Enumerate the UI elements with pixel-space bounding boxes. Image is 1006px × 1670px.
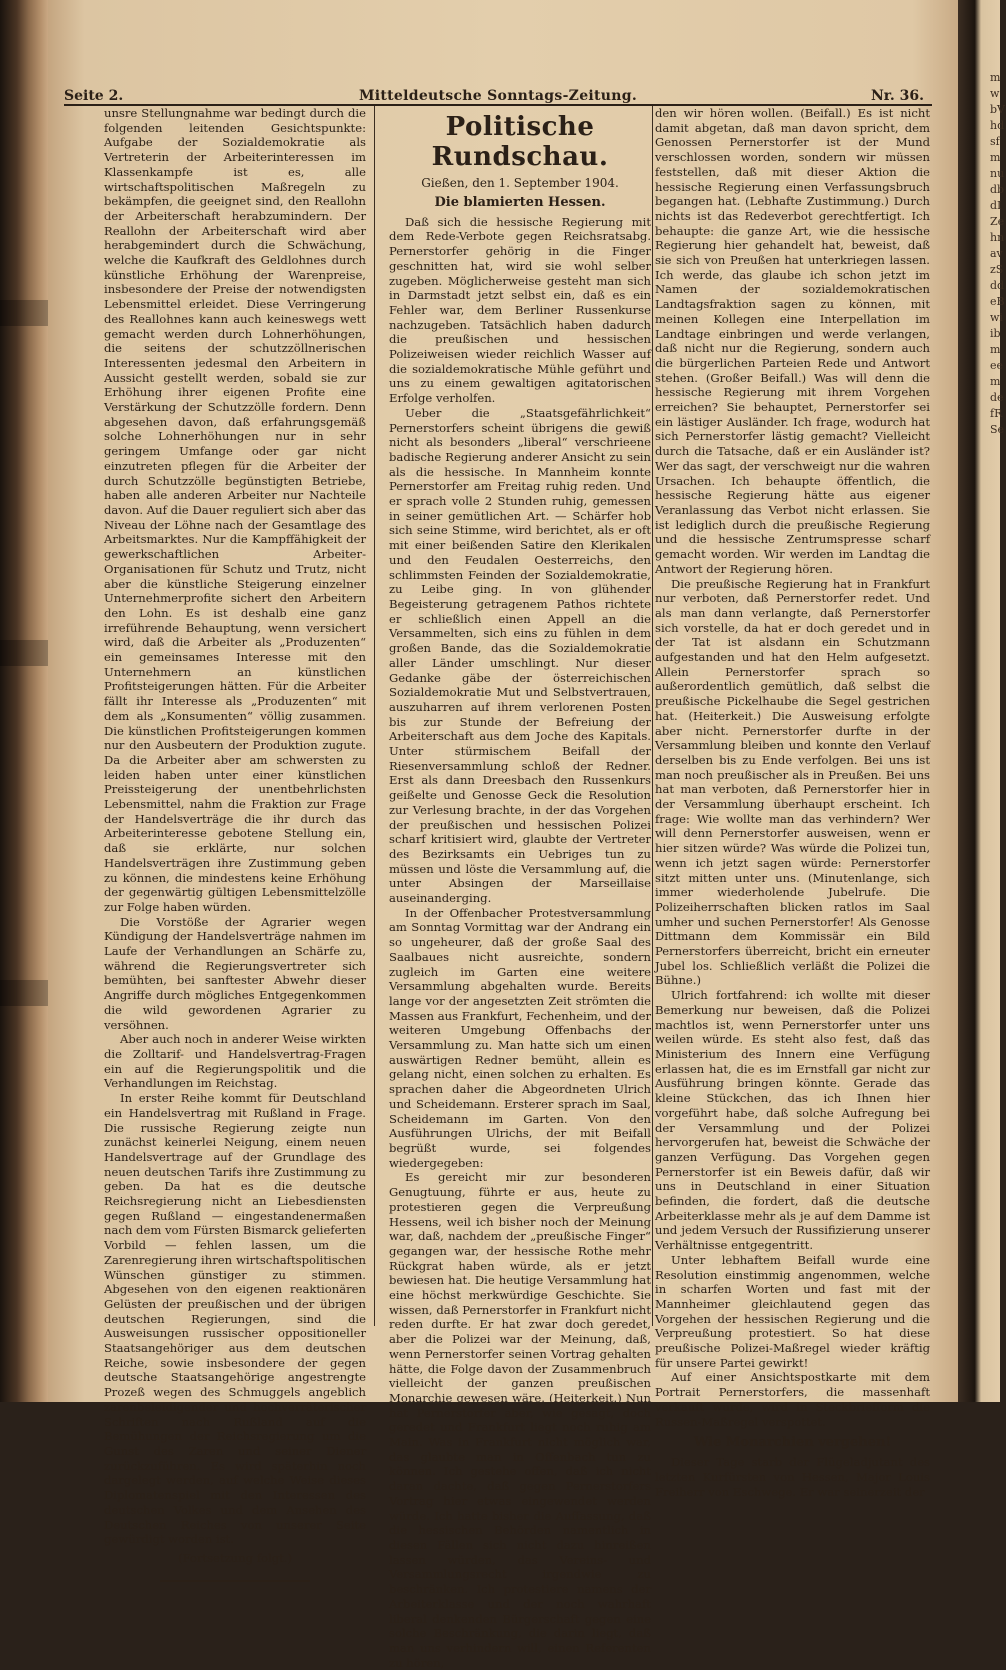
end-rule bbox=[160, 1580, 310, 1582]
paragraph: In erster Reihe kommt für Deutschland ein Handelsvertrag mit Rußland in Frage. Die russische Regierung zeigte nun zunächst keinerlei Neigung, einem neuen Handelsvertrage auf der Grundlage des neuen deutschen Tarifs ihre Zustimmung zu geben. Da hat es die deutsche Reichsregierung nicht an Liebesdiensten gegen Rußland — eingestandenermaßen nach dem vom Fürsten Bismarck gelieferten Vorbild — fehlen lassen, um die Zarenregierung ihren wirtschaftspolitischen Wünschen günstiger zu stimmen. Abgesehen von den eigenen reaktionären Gelüsten der preußischen und der übrigen deutschen Regierungen, sind die Ausweisungen russischer oppositioneller Staatsangehöriger aus dem deutschen Reiche, sowie insbesondere der gegen deutsche Staatsangehörige angestrengte Prozeß wegen des Schmuggels angeblich zarenbeleidigender und hochverräterischer Schriften nach Rußland auf die Bemühungen der Reichsregierung um die Gunst des Zaren und seiner Diener zurückzuführen. Es wird späterhin noch dargelegt werden, auf welche Weise dieses Diplomatenspiel mit den Interessen des deutschen Volkes und dem Ansehen des Deutschen Reiches von unserer Seite gewürdigt worden ist. bbox=[104, 1091, 366, 1547]
paragraph: Unter lebhaftem Beifall wurde eine Resolution einstimmig angenommen, welche in scharfen Worten und fast mit der Mannheimer gleichlautend gegen das Vorgehen der hessischen Regierung und die Verpreußung protestiert. So hat diese preußische Polizei-Maßregel wieder kräftig für unsere Partei gewirkt! bbox=[655, 1252, 930, 1370]
paragraph: Die preußische Regierung hat in Frankfurt nur verboten, daß Pernerstorfer redet. Und als man dann verlangte, daß Pernerstorfer sich vorstelle, da hat er doch geredet und in der Tat ist alsdann ein Schutzmann aufgestanden und hat den Helm aufgesetzt. Allein Pernerstorfer sprach so außerordentlich gemütlich, daß selbst die preußische Pickelhaube die Segel gestrichen hat. (Heiterkeit.) Die Ausweisung erfolgte aber nicht. Pernerstorfer durfte in der Versammlung bleiben und konnte den Verlauf derselben bis zu Ende verfolgen. Bei uns ist man noch preußischer als in Preußen. Bei uns hat man verboten, daß Pernerstorfer hier in der Versammlung überhaupt erscheint. Ich frage: Wie wollte man das verhindern? Wer will denn Pernerstorfer ausweisen, wenn er hier sitzen würde? Was würde die Polizei tun, wenn ich jetzt sagen würde: Pernerstorfer sitzt mitten unter uns. (Minutenlange, sich immer wiederholende Jubelrufe. Die Polizeiherrschaften blicken ratlos im Saal umher und suchen Pernerstorfer! Als Genosse Dittmann dem Kommissär ein Bild Pernerstorfers überreicht, bricht ein erneuter Jubel los. Schließlich verläßt die Polizei die Bühne.) bbox=[655, 576, 930, 988]
paragraph: den wir hören wollen. (Beifall.) Es ist nicht damit abgetan, daß man davon spricht, dem Genossen Pernerstorfer ist der Mund verschlossen worden, sondern wir müssen feststellen, daß mit dieser Aktion die hessische Regierung einen Verfassungsbruch begangen hat. (Lebhafte Zustimmung.) Durch nichts ist das Redeverbot gerechtfertigt. Ich behaupte: die ganze Art, wie die hessische Regierung hier gehandelt hat, beweist, daß sie sich von Preußen hat unterkriegen lassen. Ich werde, das glaube ich schon jetzt im Namen der sozialdemokratischen Landtagsfraktion sagen zu können, mit meinen Kollegen eine Interpellation im Landtage einbringen und werde verlangen, daß nicht nur die Regierung, sondern auch die bürgerlichen Parteien Rede und Antwort stehen. (Großer Beifall.) Was will denn die hessische Regierung mit ihrem Vorgehen erreichen? Sie behauptet, Pernerstorfer sei ein lästiger Ausländer. Ich frage, wodurch hat sich Pernerstorfer lästig gemacht? Vielleicht durch die Tatsache, daß er ein Ausländer ist? Wer das sagt, der verschweigt nur die wahren Ursachen. Ich behaupte öffentlich, die hessische Regierung hätte aus eigener Veranlassung das Verbot nicht erlassen. Sie ist lediglich durch die preußische Regierung und die hessische Zentrumspresse scharf gemacht worden. Wir werden im Landtag die Antwort der Regierung hören. bbox=[655, 106, 930, 576]
paragraph: In der Offenbacher Protestversammlung am Sonntag Vormittag war der Andrang ein so ungeheurer, daß der große Saal des Saalbaues nicht ausreichte, sondern zugleich im Garten eine weitere Versammlung abgehalten wurde. Bereits lange vor der angesetzten Zeit strömten die Massen aus Frankfurt, Fechenheim, und der weiteren Umgebung Offenbachs der Versammlung zu. Man hatte sich um einen auswärtigen Redner bemüht, allein es gelang nicht, einen solchen zu erhalten. Es sprachen daher die Abgeordneten Ulrich und Scheidemann. Ersterer sprach im Saal, Scheidemann im Garten. Von den Ausführungen Ulrichs, der mit Beifall begrüßt wurde, sei folgendes wiedergegeben: bbox=[389, 905, 651, 1170]
paragraph: Ueber die „Staatsgefährlichkeit“ Pernerstorfers scheint übrigens die gewiß nicht als besonders „liberal“ verschrieene badische Regierung anderer Ansicht zu sein als die hessische. In Mannheim konnte Pernerstorfer am Freitag ruhig reden. Und er sprach volle 2 Stunden ruhig, gemessen in seiner gemütlichen Art. — Schärfer hob sich seine Stimme, wird berichtet, als er oft mit einer beißenden Satire den Klerikalen und den Feudalen Oesterreichs, den schlimmsten Feinden der Sozialdemokratie, zu Leibe ging. In von glühender Begeisterung getragenem Pathos richtete er schließlich einen Appell an die Versammelten, sich eins zu fühlen in dem großen Bande, das die Sozialdemokratie aller Länder umschlingt. Nur dieser Gedanke gäbe der österreichischen Sozialdemokratie Mut und Selbstvertrauen, auszuharren auf ihrem verlorenen Posten bis zur Stunde der Befreiung der Arbeiterschaft aus dem Joche des Kapitals. Unter stürmischem Beifall der Riesenversammlung schloß der Redner. Erst als dann Dreesbach den Russenkurs geißelte und Genosse Geck die Resolution zur Verlesung brachte, in der das Vorgehen der preußischen und hessischen Polizei scharf kritisiert wird, glaubte der Vertreter des Bezirksamts ein Uebriges tun zu müssen und löste die Versammlung auf, die unter Absingen der Marseillaise auseinanderging. bbox=[389, 405, 651, 906]
newspaper-title: Mitteldeutsche Sonntags-Zeitung. bbox=[358, 88, 638, 104]
dateline: Gießen, den 1. September 1904. bbox=[421, 176, 619, 190]
paragraph: Aber auch noch in anderer Weise wirkten die Zolltarif- und Handelsvertrag-Fragen ein auf die Regierungspolitik und die Verhandlungen im Reichstag. bbox=[104, 1032, 366, 1091]
continuation-note: (Fortsetzung folgt.) bbox=[177, 1550, 292, 1565]
paragraph: Ulrich fortfahrend: ich wollte mit dieser Bemerkung nur beweisen, daß die Polizei machtlos ist, wenn Pernerstorfer unter uns weilen würde. Es steht also fest, daß das Ministerium des Innern eine Verfügung erlassen hat, die es im Ernstfall gar nicht zur Ausführung bringen könnte. Gerade das kleine Stückchen, das ich Ihnen hier vorgeführt habe, daß solche Aufregung bei der Versammlung und der Polizei hervorgerufen hat, beweist die Schwäche der ganzen Verfügung. Das Vorgehen gegen Pernerstorfer ist ein Beweis dafür, daß wir uns in Deutschland in einer Situation befinden, die fordert, daß die deutsche Arbeiterklasse mehr als je auf dem Damme ist und jedem Versuch der Russifizierung unserer Verhältnisse entgegentritt. bbox=[655, 988, 930, 1253]
page-number: Seite 2. bbox=[64, 88, 124, 104]
book-binding bbox=[0, 0, 48, 1402]
paragraph: Daß sich die hessische Regierung mit dem Rede-Verbote gegen Reichsratsabg. Pernerstorfer gehörig in die Finger geschnitten hat, wird sie wohl selber zugeben. Möglicherweise gesteht man sich in Darmstadt jetzt selbst ein, daß es ein Fehler war, dem Berliner Russenkurse nachzugeben. Tatsächlich haben dadurch die preußischen und hessischen Polizeiweisen wieder reichlich Wasser auf die sozialdemokratische Mühle geführt und uns zu einem gewaltigen agitatorischen Erfolge verholfen. bbox=[389, 214, 651, 406]
paragraph: Es gereicht mir zur besonderen Genugtuung, führte er aus, heute zu protestieren gegen die Verpreußung Hessens, weil ich bisher noch der Meinung war, daß, nachdem der „preußische Finger“ gegangen war, der hessische Rothe mehr Rückgrat haben würde, als er jetzt bewiesen hat. Die heutige Versammlung hat eine höchst merkwürdige Geschichte. Sie wissen, daß Pernerstorfer in Frankfurt nicht reden durfte. Er hat zwar doch geredet, aber die Polizei war der Meinung, daß, wenn Pernerstorfer seinen Vortrag gehalten hätte, die Folge davon der Zusammenbruch vielleicht der ganzen preußischen Monarchie gewesen wäre. (Heiterkeit.) Nun hat Pernerstorfer aber, wie gesagt, doch geredet und Frankfurt liegt noch ruhig am Main. Was in Frankfurt nicht möglich war, das glaubte man in Offenbach tun zu können. Ich gestehe offen, daß ich nicht daran dachte, daß gegen Pernerstorfers Vortrag hier etwas eingewendet werden würde. Ich hatte bisher die Auffassung, daß die hessischen Behörden namentlich in diesen Fällen sich nicht dazu hinreißen lassen würden, das Vereins- und Versammlungsrecht irgendwie zu beschränken. Ich protestiere namens der Arbeiterklasse und der noch wahrhaft liberal denkenden Bürgerschaft gegen eine solche Beschränkung, die darin liegt, daß man uns verhindern will, einen Referenten zu hören, bbox=[389, 1170, 651, 1670]
column-3 bbox=[655, 106, 930, 1499]
section-title: Politische Rundschau. bbox=[431, 112, 609, 172]
article-headline: Die blamierten Hessen. bbox=[434, 194, 606, 210]
column-1 bbox=[104, 106, 366, 1565]
column-rule-1 bbox=[374, 106, 375, 1326]
issue-number: Nr. 36. bbox=[871, 88, 924, 104]
paragraph: unsre Stellungnahme war bedingt durch die folgenden leitenden Gesichtspunkte: Aufgabe der Sozialdemokratie als Vertreterin der Arbeiterinteressen im Klassenkampfe ist es, alle wirtschaftspolitischen Maßregeln zu bekämpfen, die geeignet sind, den Reallohn der Arbeiterschaft herabzumindern. Der Reallohn der Arbeiterschaft wird aber herabgemindert durch die Schwächung, welche die Kaufkraft des Geldlohnes durch künstliche Erhöhung der Warenpreise, insbesondere der Preise der notwendigsten Lebensmittel erleidet. Diese Verringerung des Reallohnes kann auch keineswegs wett gemacht werden durch Lohnerhöhungen, die seitens der schutzzöllnerischen Interessenten jedesmal den Arbeitern in Aussicht gestellt werden, sobald sie zur Erhöhung ihrer eigenen Profite eine Verstärkung der Schutzzölle fordern. Denn abgesehen davon, daß erfahrungsgemäß solche Lohnerhöhungen nur in sehr geringem Umfange oder gar nicht einzutreten pflegen für die Arbeiter der durch Schutzzölle begünstigten Betriebe, haben alle anderen Arbeiter nur Nachteile davon. Auf die Dauer reguliert sich aber das Niveau der Löhne nach der Gesamtlage des Arbeitsmarktes. Nur die Kampffähigkeit der gewerkschaftlichen Arbeiter-Organisationen für Schutz und Trutz, nicht aber die künstliche Steigerung einzelner Unternehmerprofite sichert den Arbeitern den Lohn. Es ist deshalb eine ganz irreführende Behauptung, wenn versichert wird, daß die Arbeiter als „Produzenten“ ein gemeinsames Interesse mit den Unternehmern an künstlichen Profitsteigerungen hätten. Für die Arbeiter fällt ihr Interesse als „Produzenten“ mit dem als „Konsumenten“ völlig zusammen. Die künstlichen Profitsteigerungen kommen nur den Ausbeutern der Produktion zugute. Da die Arbeiter aber am schwersten zu leiden haben unter einer künstlichen Preissteigerung der unentbehrlichsten Lebensmittel, nahm die Fraktion zur Frage der Handelsverträge die ihr durch das Arbeiterinteresse gebotene Stellung ein, daß sie erklärte, nur solchen Handelsverträgen ihre Zustimmung geben zu können, die mindestens keine Erhöhung der gegenwärtig gültigen Lebensmittelzölle zur Folge haben würden. bbox=[104, 106, 366, 914]
column-2 bbox=[389, 106, 651, 1670]
paragraph: Die Vorstöße der Agrarier wegen Kündigung der Handelsverträge nahmen im Laufe der Verhandlungen an Schärfe zu, während die Regierungsvertreter sich bemühten, bei sanftester Abwehr dieser Angriffe durch mögliches Entgegenkommen die wild gewordenen Agrarier zu versöhnen. bbox=[104, 914, 366, 1032]
column-rule-2 bbox=[652, 106, 653, 1326]
paragraph: Dieser Tage starb der Flügeladjutant des letzten Kurfürsten von Hessen, Major Louis Freiherr von Eschwege. Er war seinerzeit der bbox=[655, 1455, 930, 1499]
next-page-edge-text: mwbVhdsfmnudbdIZehnavzSddeBwiibmeemdefRSe bbox=[990, 71, 1005, 436]
paragraph: Auf einer Ansichtspostkarte mit dem Portrait Pernerstorfers, die massenhaft verkauft wurde, wird in Steckbriefform die Russen-Maßregel verspottet. bbox=[655, 1370, 930, 1429]
article-headline: Wie Monarchien vergehen! bbox=[693, 1435, 892, 1451]
